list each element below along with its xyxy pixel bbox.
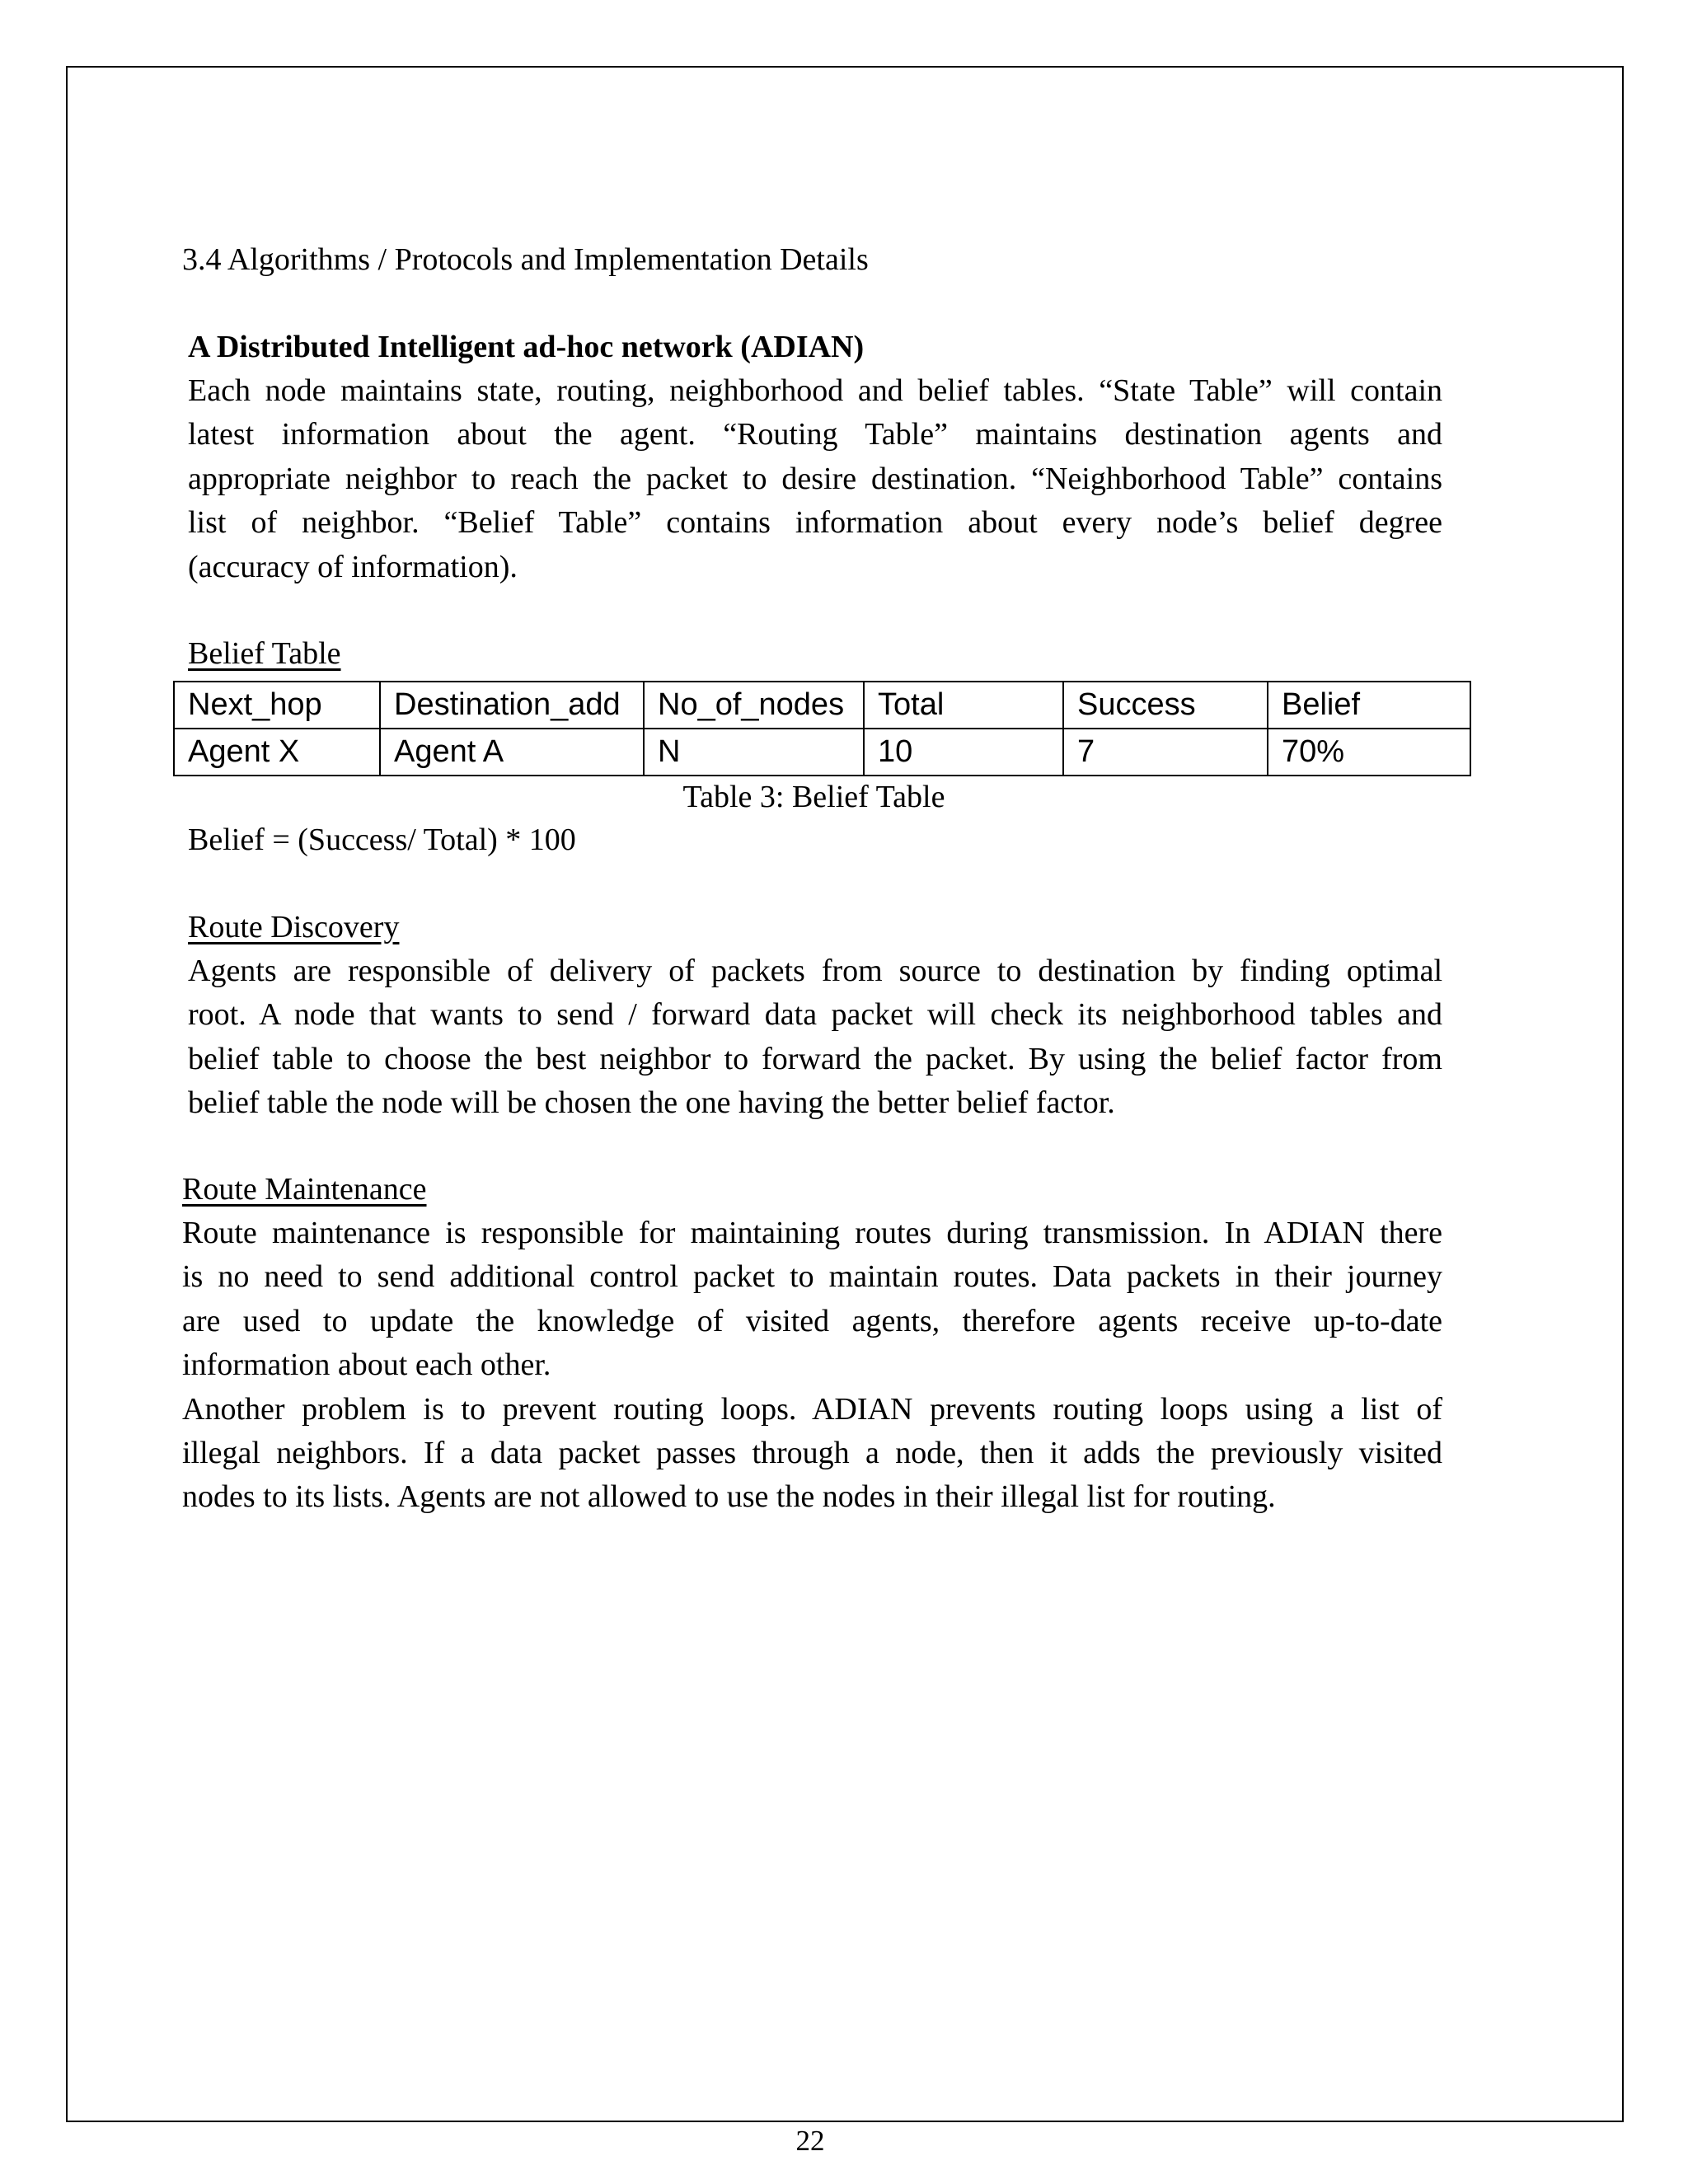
table-caption: Table 3: Belief Table bbox=[682, 780, 945, 814]
table-cell: 7 bbox=[1063, 729, 1268, 776]
belief-table-heading: Belief Table bbox=[188, 636, 341, 671]
paragraph-line: are used to update the knowledge of visited agents, therefore agents receive up-to-date bbox=[182, 1303, 1442, 1338]
belief-table bbox=[173, 681, 1471, 776]
paragraph-line: latest information about the agent. “Routing Table” maintains destination agents and bbox=[188, 417, 1442, 452]
column-header: Next_hop bbox=[174, 682, 380, 729]
page-number: 22 bbox=[795, 2125, 825, 2157]
belief-formula: Belief = (Success/ Total) * 100 bbox=[188, 823, 576, 857]
table-cell: 70% bbox=[1268, 729, 1470, 776]
column-header: Belief bbox=[1268, 682, 1470, 729]
table-cell: Agent X bbox=[174, 729, 380, 776]
paragraph-line: root. A node that wants to send / forward data packet will check its neighborhood tables and bbox=[188, 997, 1442, 1033]
paragraph-line: Each node maintains state, routing, neighborhood and belief tables. “State Table” will contain bbox=[188, 373, 1442, 408]
table-row bbox=[174, 729, 1470, 776]
paragraph-line: (accuracy of information). bbox=[188, 549, 518, 584]
column-header: Total bbox=[864, 682, 1063, 729]
paragraph-line: appropriate neighbor to reach the packet to desire destination. “Neighborhood Table” contains bbox=[188, 461, 1442, 496]
table-cell: 10 bbox=[864, 729, 1063, 776]
paragraph-line: Another problem is to prevent routing loops. ADIAN prevents routing loops using a list of bbox=[182, 1391, 1442, 1427]
section-heading: 3.4 Algorithms / Protocols and Implementation Details bbox=[182, 242, 869, 277]
route-maintenance-paragraph bbox=[182, 1212, 1442, 1520]
intro-paragraph bbox=[188, 369, 1442, 589]
paragraph-line: list of neighbor. “Belief Table” contains information about every node’s belief degree bbox=[188, 505, 1442, 541]
route-discovery-paragraph bbox=[188, 949, 1442, 1126]
route-discovery-heading: Route Discovery bbox=[188, 910, 400, 944]
paragraph-line: is no need to send additional control packet to maintain routes. Data packets in their journey bbox=[182, 1259, 1442, 1295]
route-maintenance-heading: Route Maintenance bbox=[182, 1172, 427, 1207]
table-cell: Agent A bbox=[380, 729, 644, 776]
paragraph-line: Route maintenance is responsible for maintaining routes during transmission. In ADIAN there bbox=[182, 1216, 1442, 1250]
paragraph-line: Agents are responsible of delivery of packets from source to destination by finding optimal bbox=[188, 954, 1442, 988]
table-header-row bbox=[174, 682, 1470, 729]
paragraph-line: belief table the node will be chosen the one having the better belief factor. bbox=[188, 1085, 1115, 1121]
document-subtitle: A Distributed Intelligent ad-hoc network (ADIAN) bbox=[188, 330, 865, 364]
paragraph-line: belief table to choose the best neighbor to forward the packet. By using the belief factor from bbox=[188, 1041, 1442, 1076]
column-header: Destination_add bbox=[380, 682, 644, 729]
column-header: Success bbox=[1063, 682, 1268, 729]
paragraph-line: information about each other. bbox=[182, 1347, 551, 1383]
table-cell: N bbox=[644, 729, 864, 776]
paragraph-line: illegal neighbors. If a data packet passes through a node, then it adds the previously visited bbox=[182, 1436, 1442, 1471]
paragraph-line: nodes to its lists. Agents are not allowed to use the nodes in their illegal list for routing. bbox=[182, 1479, 1276, 1515]
column-header: No_of_nodes bbox=[644, 682, 864, 729]
